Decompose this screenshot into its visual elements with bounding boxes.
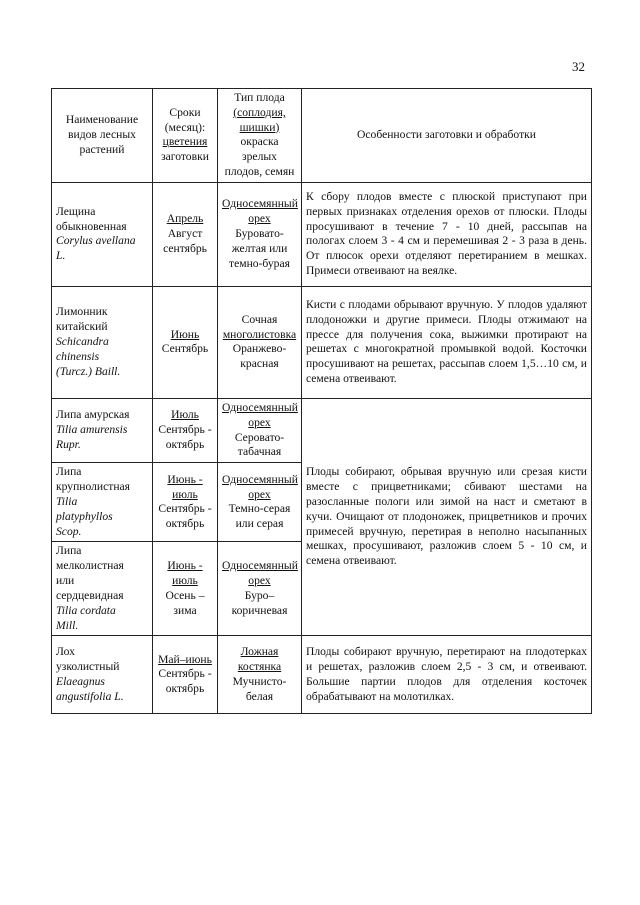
harvest-table [51,88,592,714]
terms-cell: Июль Сентябрь - октябрь [153,398,218,462]
terms-cell: Июнь Сентябрь [153,286,218,398]
plant-name-cell: Лимонник китайский Schicandra chinensis (Turcz.) Baill. [52,286,153,398]
terms-cell: Июнь - июль Сентябрь - октябрь [153,463,218,542]
terms-cell: Июнь - июль Осень – зима [153,542,218,636]
fruit-type-cell: Ложная костянка Мучнисто-белая [218,636,302,714]
features-cell-linden: Плоды собирают, обрывая вручную или срезая кисти вместе с прицветниками; сбивают шестами на разосланные пологи или зимой на наст и сметают в кучи. Очищают от плодоножек, прицветников и прочих примесей вручную, перетирая в неполно насыпанных мешках, просушивают, разложив слоем 5 - 10 см, и семена отвеивают. [302,398,592,635]
features-cell: Плоды собирают вручную, перетирают на плодотерках и решетах, разложив слоем 2,5 - 3 см, и отвеивают. Большие партии плодов для отделения косточек обрабатывают на молотилках. [302,636,592,714]
plant-name-cell: Липа амурская Tilia amurensis Rupr. [52,398,153,462]
fruit-type-cell: Односемянный орех Буровато-желтая или темно-бурая [218,182,302,286]
header-fruit-type: Тип плода (соплодия, шишки) окраска зрелых плодов, семян [218,89,302,183]
header-terms: Сроки (месяц): цветения заготовки [153,89,218,183]
terms-cell: Апрель Август сентябрь [153,182,218,286]
header-features: Особенности заготовки и обработки [302,89,592,183]
features-cell: Кисти с плодами обрывают вручную. У плодов удаляют плодоножки и другие примеси. Плоды отжимают на прессе для получения сока, выжимки протирают на решетах с многократной промывкой водой. Косточки просушивают на решетах, рассыпав слоем 1,5…10 см, и семена отвеивают. [302,286,592,398]
table-row [52,636,592,714]
table-row [52,286,592,398]
plant-name-cell: Липа крупнолистная Tilia platyphyllos Scop. [52,463,153,542]
fruit-type-cell: Сочная многолистовка Оранжево-красная [218,286,302,398]
page-number: 32 [572,59,585,74]
fruit-type-cell: Односемянный орех Темно-серая или серая [218,463,302,542]
plant-name-cell: Лещина обыкновенная Corylus avellana L. [52,182,153,286]
terms-cell: Май–июнь Сентябрь - октябрь [153,636,218,714]
header-name: Наименование видов лесных растений [52,89,153,183]
fruit-type-cell: Односемянный орех Серовато-табачная [218,398,302,462]
plant-name-cell: Липа мелколистная или сердцевидная Tilia cordata Mill. [52,542,153,636]
table-row [52,182,592,286]
features-cell: К сбору плодов вместе с плюской приступают при первых признаках отделения орехов от плюски. Плоды просушивают в течение 7 - 10 дней, рассыпав на пологах слоем 3 - 4 см и перемешивая 2 - 3 раза в день. От плюсок орехи отделяют перетиранием в мешках. Примеси отвеивают на веялке. [302,182,592,286]
plant-name-cell: Лох узколистный Elaeagnus angustifolia L. [52,636,153,714]
table-header-row [52,89,592,183]
fruit-type-cell: Односемянный орех Буро–коричневая [218,542,302,636]
table-row [52,398,592,462]
